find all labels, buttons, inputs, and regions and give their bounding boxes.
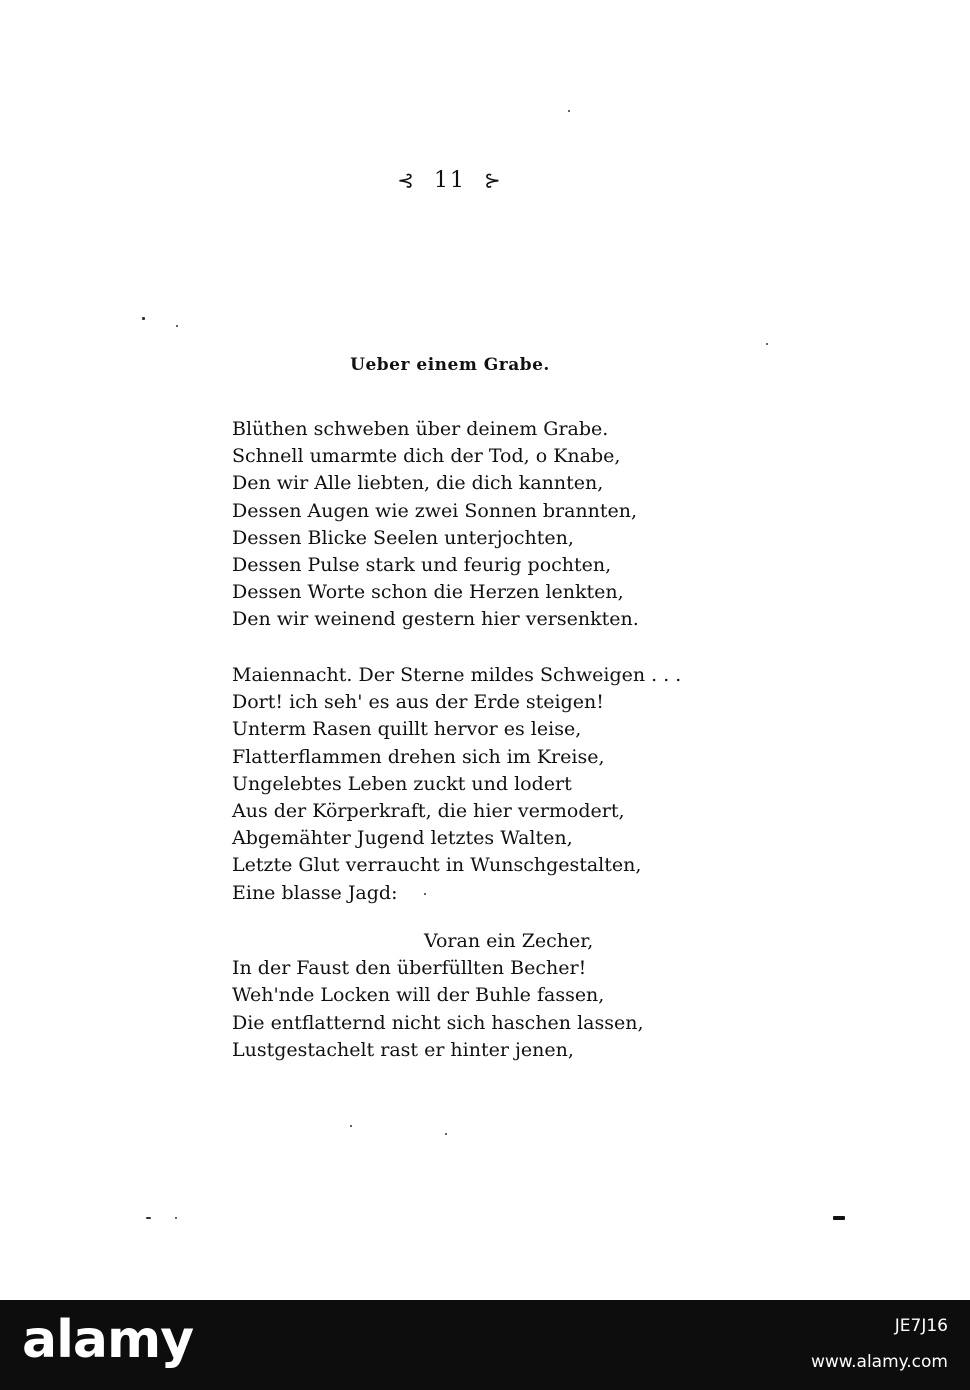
poem-line: Lustgestachelt rast er hinter jenen,	[232, 1038, 574, 1061]
poem-line: Den wir weinend gestern hier versenkten.	[232, 608, 639, 631]
scan-speck	[175, 1217, 177, 1219]
poem-line: Flatterflammen drehen sich im Kreise,	[232, 745, 605, 768]
poem-line: Eine blasse Jagd:	[232, 881, 398, 904]
poem-line: Dessen Pulse stark und feurig pochten,	[232, 553, 612, 576]
poem-line: Dessen Worte schon die Herzen lenkten,	[232, 581, 624, 604]
poem-line: Dessen Augen wie zwei Sonnen brannten,	[232, 499, 638, 522]
brand-logo: alamy	[22, 1310, 194, 1370]
scan-speck	[445, 1133, 447, 1135]
page-number: 11	[434, 168, 466, 193]
stanza-1	[232, 416, 692, 634]
poem-line: Abgemähter Jugend letztes Walten,	[232, 827, 573, 850]
scan-speck	[568, 110, 570, 112]
scan-speck	[142, 317, 145, 320]
page-number-header	[0, 168, 900, 193]
scan-speck	[176, 325, 178, 327]
poem-line: Weh'nde Locken will der Buhle fassen,	[232, 984, 605, 1007]
stanza-2	[232, 662, 692, 907]
poem-line: Dessen Blicke Seelen unterjochten,	[232, 526, 574, 549]
scan-speck	[350, 1125, 352, 1127]
poem-title: Ueber einem Grabe.	[350, 355, 550, 375]
image-id-label: JE7J16	[894, 1316, 948, 1336]
stanza-3	[232, 928, 692, 1064]
poem-line: Maiennacht. Der Sterne mildes Schweigen . . .	[232, 664, 682, 686]
ornament-right-icon: ⊱	[484, 168, 503, 192]
scan-speck	[424, 893, 426, 895]
poem-line-indented: Voran ein Zecher,	[424, 930, 594, 952]
site-url-label: www.alamy.com	[810, 1352, 948, 1372]
poem-line: Letzte Glut verraucht in Wunschgestalten,	[232, 854, 642, 877]
scan-speck	[146, 1217, 151, 1219]
poem-line: In der Faust den überfüllten Becher!	[232, 957, 587, 980]
poem-line: Unterm Rasen quillt hervor es leise,	[232, 718, 582, 741]
poem-line: Die entflatternd nicht sich haschen lassen,	[232, 1011, 644, 1034]
watermark-banner	[0, 1300, 970, 1390]
poem-line: Den wir Alle liebten, die dich kannten,	[232, 472, 604, 495]
poem-line: Dort! ich seh' es aus der Erde steigen!	[232, 691, 604, 714]
ornament-left-icon: ⊰	[397, 168, 416, 192]
poem-line: Schnell umarmte dich der Tod, o Knabe,	[232, 445, 621, 468]
poem-line: Blüthen schweben über deinem Grabe.	[232, 418, 609, 440]
poem-line: Aus der Körperkraft, die hier vermodert,	[232, 799, 625, 822]
scan-speck	[833, 1216, 845, 1220]
poem-line: Ungelebtes Leben zuckt und lodert	[232, 772, 572, 795]
scan-speck	[766, 343, 768, 345]
